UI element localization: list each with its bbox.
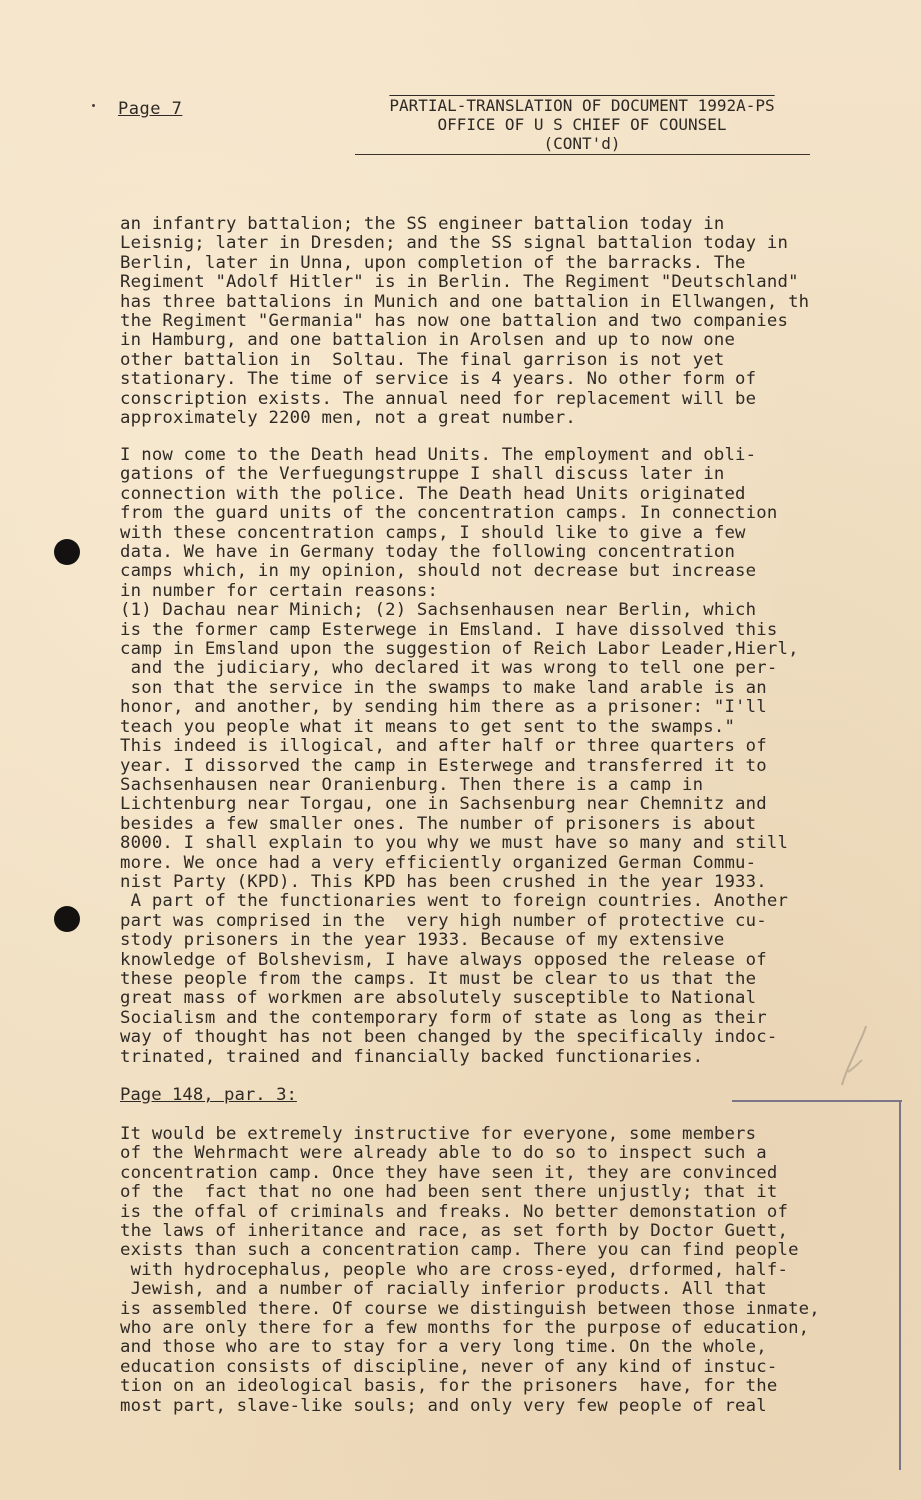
document-header (352, 96, 812, 153)
margin-line-horizontal (732, 1100, 902, 1102)
margin-dot (92, 104, 95, 107)
punch-hole-top (54, 539, 80, 565)
paragraph-2: I now come to the Death head Units. The employment and obli- gations of the Verfuegungstruppe I shall discuss later in connection with the police. The Death head Units originated from the guard units of the concentration camps. In connection with these concentration camps, I should like to give a few data. We have in Germany today the following concentration camps which, in my opinion, should not decrease but increase in number for certain reasons: (1) Dachau near Minich; (2) Sachsenhausen near Berlin, which is the former camp Esterwege in Emsland. I have dissolved this camp in Emsland upon the suggestion of Reich Labor Leader,Hierl, and the judiciary, who declared it was wrong to tell one per- son that the service in the swamps to make land arable is an honor, and another, by sending him there as a prisoner: "I'll teach you people what it means to get sent to the swamps." This indeed is illogical, and after half or three quarters of year. I dissorved the camp in Esterwege and transferred it to Sachsenhausen near Oranienburg. Then there is a camp in Lichtenburg near Torgau, one in Sachsenburg near Chemnitz and besides a few smaller ones. The number of prisoners is about 8000. I shall explain to you why we must have so many and still more. We once had a very efficiently organized German Commu- nist Party (KPD). This KPD has been crushed in the year 1933. A part of the functionaries went to foreign countries. Another part was comprised in the very high number of protective cu- stody prisoners in the year 1933. Because of my extensive knowledge of Bolshevism, I have always opposed the release of these people from the camps. It must be clear to us that the great mass of workmen are absolutely susceptible to National Socialism and the contemporary form of state as long as their way of thought has not been changed by the specifically indoc- trinated, trained and financially backed functionaries. (120, 445, 799, 1067)
pencil-scribble-icon (834, 1020, 874, 1090)
header-title: PARTIAL-TRANSLATION OF DOCUMENT 1992A-PS (389, 96, 775, 115)
header-continued: (CONT'd) (543, 134, 621, 153)
header-underline (355, 154, 810, 155)
section-heading: Page 148, par. 3: (120, 1085, 297, 1105)
page-number: Page 7 (118, 99, 183, 119)
paragraph-1: an infantry battalion; the SS engineer battalion today in Leisnig; later in Dresden; and the SS signal battalion today in Berlin, later in Unna, upon completion of the barracks. The Regiment "Adolf Hitler" is in Berlin. The Regiment "Deutschland" has three battalions in Munich and one battalion in Ellwangen, th the Regiment "Germania" has now one battalion and two companies in Hamburg, and one battalion in Arolsen and up to now one other battalion in Soltau. The final garrison is not yet stationary. The time of service is 4 years. No other form of conscription exists. The annual need for replacement will be approximately 2200 men, not a great number. (120, 214, 810, 429)
margin-line-vertical (899, 1100, 901, 1470)
paragraph-3: It would be extremely instructive for everyone, some members of the Wehrmacht were already able to do so to inspect such a concentration camp. Once they have seen it, they are convinced of the fact that no one had been sent there unjustly; that it is the offal of criminals and freaks. No better demonstation of the laws of inheritance and race, as set forth by Doctor Guett, exists than such a concentration camp. There you can find people with hydrocephalus, people who are cross-eyed, drformed, half- Jewish, and a number of racially inferior products. All that is assembled there. Of course we distinguish between those inmate, who are only there for a few months for the purpose of education, and those who are to stay for a very long time. On the whole, education consists of discipline, never of any kind of instuc- tion on an ideological basis, for the prisoners have, for the most part, slave-like souls; and only very few people of real (120, 1124, 820, 1416)
punch-hole-bottom (54, 906, 80, 932)
header-office: OFFICE OF U S CHIEF OF COUNSEL (437, 115, 727, 134)
